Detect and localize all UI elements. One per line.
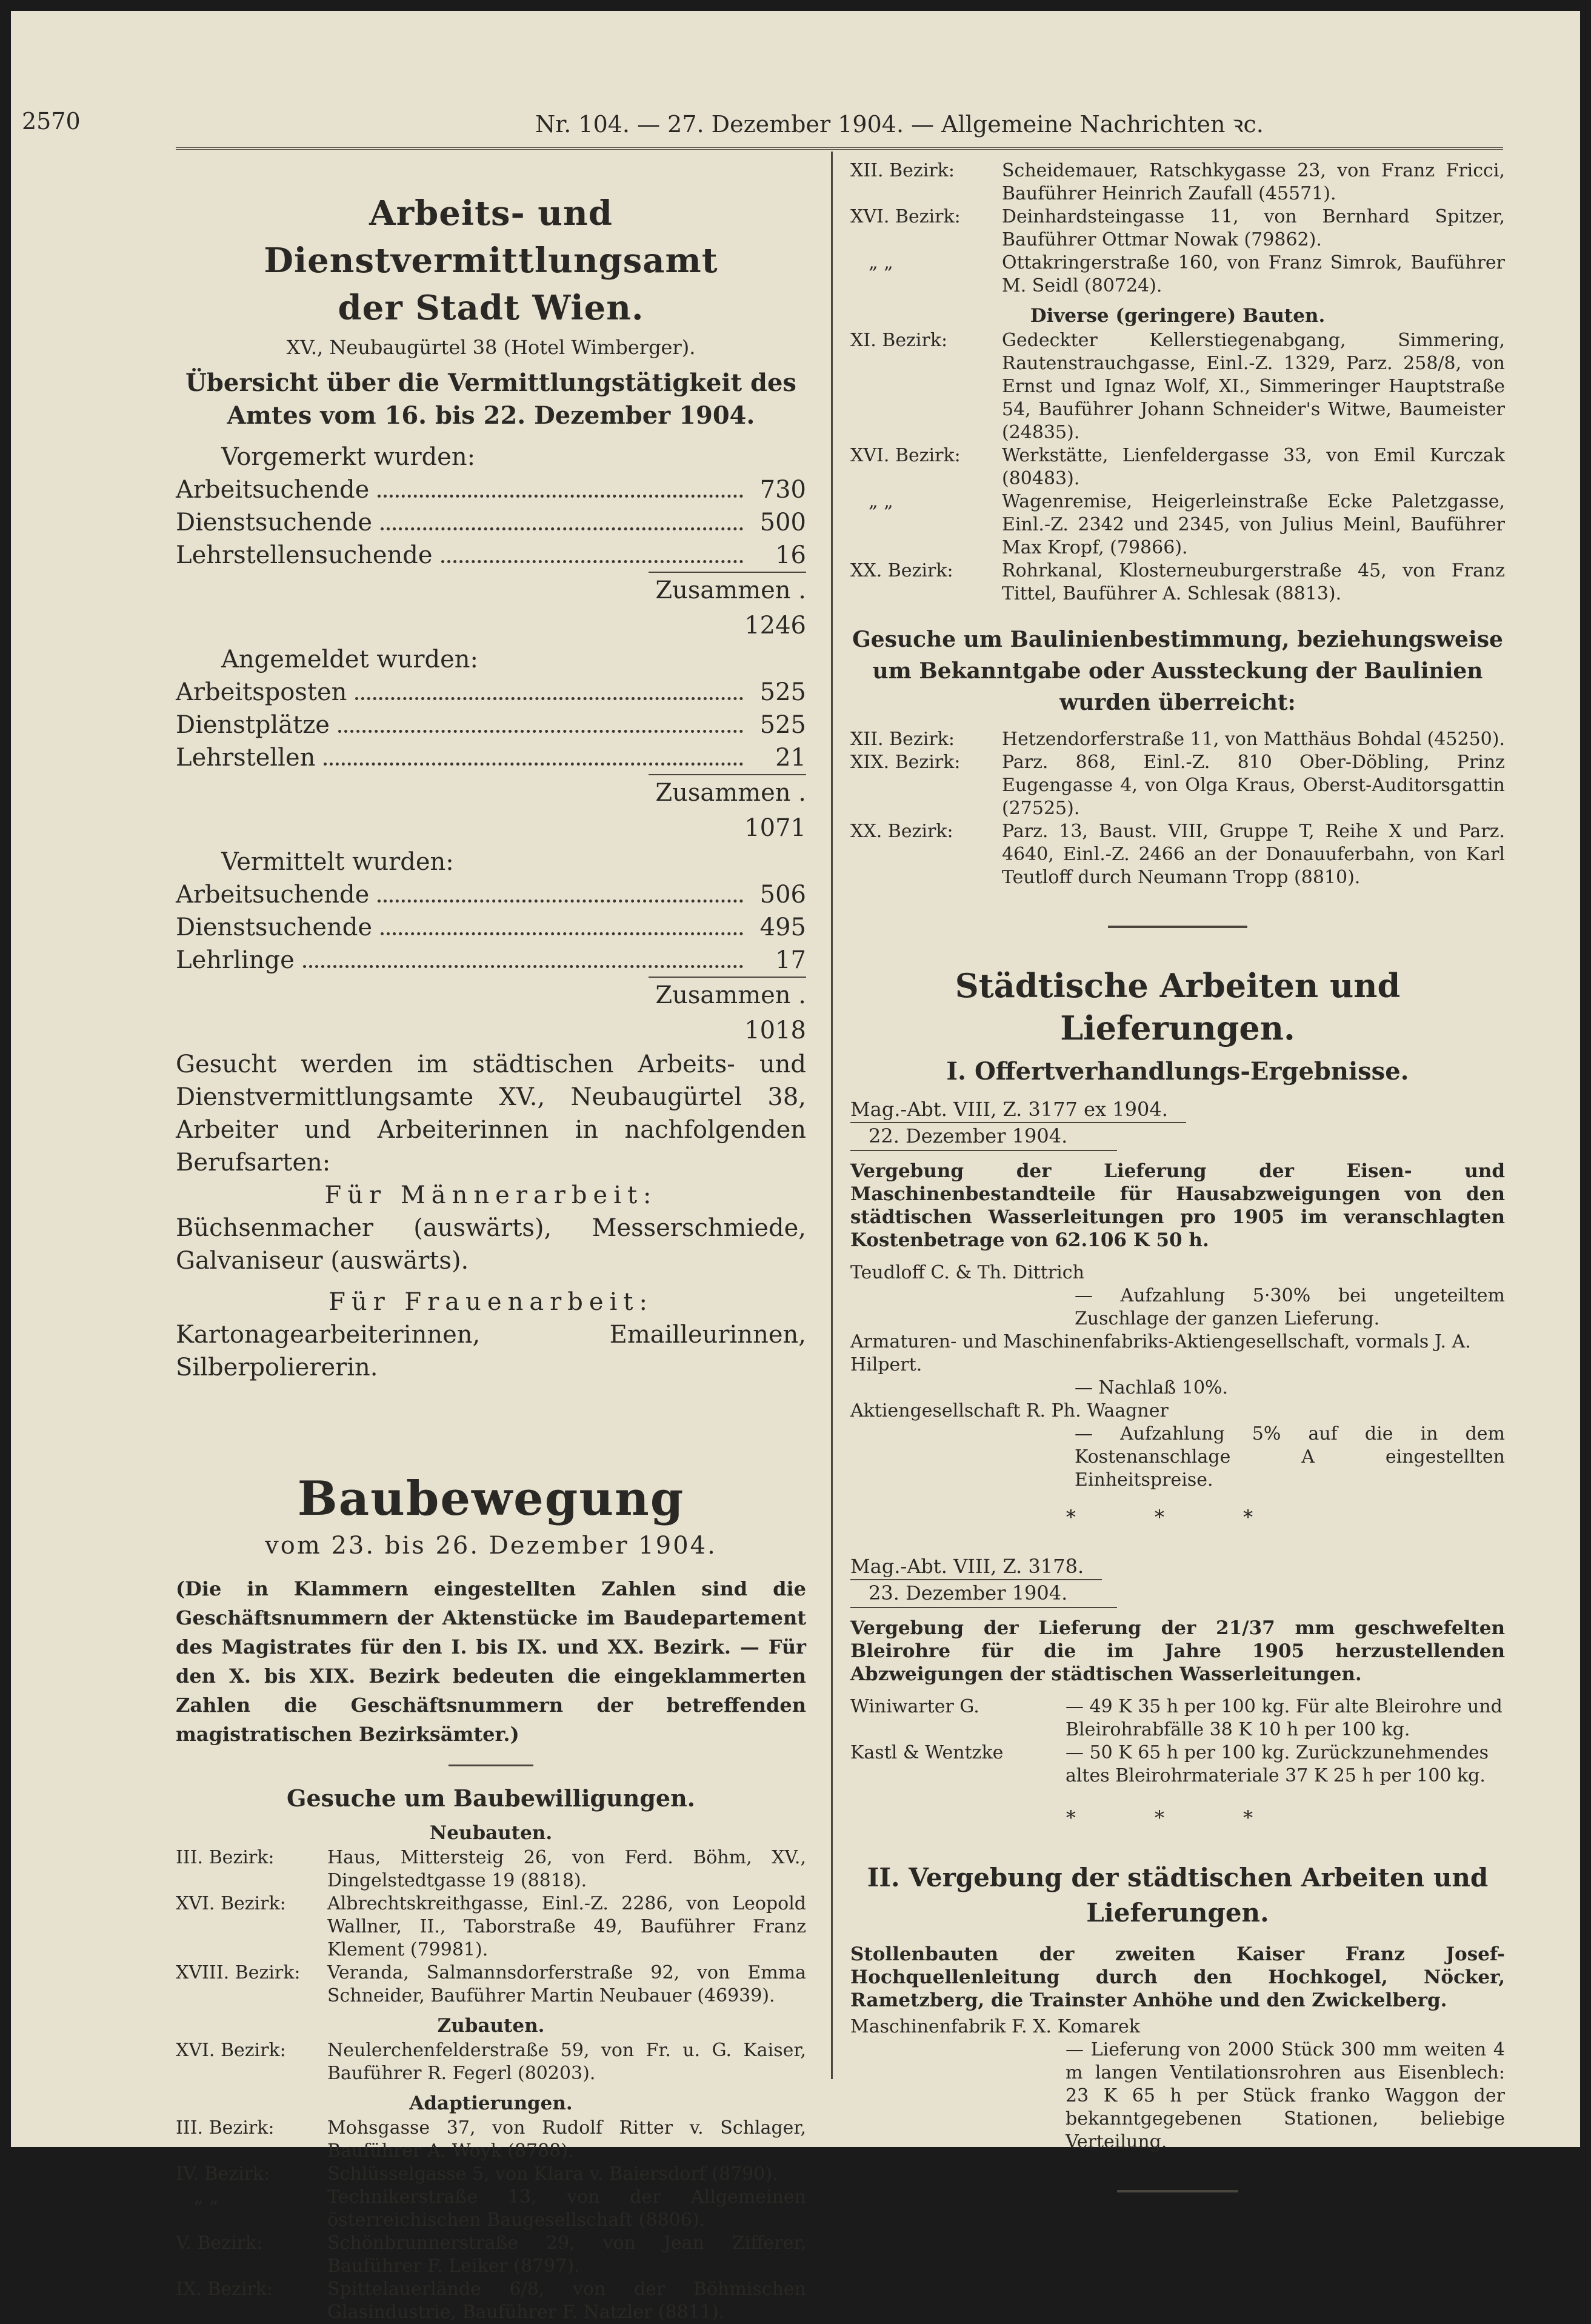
- district-label: „ „: [869, 491, 893, 512]
- district-label: III. Bezirk:: [176, 1847, 275, 1868]
- sought-paragraph: Gesucht werden im städtischen Arbeits- und Dienstvermittlungsamte XV., Neubaugürtel 38, Arbeiter und Arbeiterinnen in nachfolgenden Berufsarten:: [176, 1050, 806, 1177]
- stats-row: [176, 911, 806, 944]
- stats-row: [176, 539, 806, 572]
- district-label: XI. Bezirk:: [850, 330, 948, 351]
- award-title: II. Vergebung der städtischen Arbeiten und Lieferungen.: [867, 1863, 1489, 1928]
- mag1-number: Mag.-Abt. VIII, Z. 3177 ex 1904.: [850, 1097, 1186, 1123]
- men-heading: Für Männerarbeit:: [324, 1181, 658, 1209]
- mag2-reference: [850, 1554, 1505, 1580]
- district-label: IV. Bezirk:: [176, 2163, 270, 2185]
- stats-total: Zusammen . 1018: [649, 977, 806, 1048]
- permit-entry: [850, 205, 1505, 252]
- stats-value: 730: [759, 476, 806, 504]
- district-label: III. Bezirk:: [176, 2117, 275, 2139]
- district-label: XII. Bezirk:: [850, 160, 955, 181]
- mag1-date: 22. Dezember 1904.: [869, 1124, 1068, 1147]
- permit-entry: [850, 559, 1505, 606]
- district-label: V. Bezirk:: [176, 2232, 263, 2254]
- section-divider: [1108, 926, 1247, 928]
- permit-entry: [176, 2186, 806, 2232]
- stats-row: [176, 473, 806, 506]
- group-heading-neubauten: Neubauten.: [429, 1822, 553, 1844]
- office-title-1: Arbeits- und Dienstvermittlungsamt: [264, 193, 718, 281]
- stats-row: [176, 676, 806, 709]
- star-separator: * * *: [1066, 1506, 1290, 1529]
- entry-text: Neulerchenfelderstraße 59, von Fr. u. G. Kaiser, Bauführer R. Fegerl (80203).: [327, 2040, 806, 2084]
- bid-detail: — Aufzahlung 5·30% bei ungeteiltem Zuschlage der ganzen Lieferung.: [1075, 1285, 1505, 1329]
- entry-text: Ottakringerstraße 160, von Franz Simrok, Bauführer M. Seidl (80724).: [1002, 252, 1505, 296]
- bid-row: [850, 1741, 1505, 1788]
- stats-section-title: Vermittelt wurden:: [221, 848, 454, 876]
- women-text: Kartonagearbeiterinnen, Emailleurinnen, Silberpoliererin.: [176, 1321, 806, 1381]
- permit-entry: [176, 2039, 806, 2085]
- district-label: IX. Bezirk:: [176, 2279, 273, 2300]
- stats-row: [176, 944, 806, 977]
- entry-text: Hetzendorferstraße 11, von Matthäus Bohdal (45250).: [1002, 729, 1505, 750]
- bidder-name: Teudloff C. & Th. Dittrich: [850, 1262, 1084, 1283]
- column-divider: [831, 152, 833, 2079]
- date-rule: [850, 1607, 1117, 1608]
- bid-detail: — Aufzahlung 5% auf die in dem Kostenanschlage A eingestellten Einheitspreise.: [1075, 1423, 1505, 1491]
- stats-row: [176, 506, 806, 539]
- award-detail: — Lieferung von 2000 Stück 300 mm weiten 4 m langen Ventilationsrohren aus Eisenblech: 23 K 65 h per Stück franko Waggon der bekanntgegebenen Stationen, beliebige Verteilung.: [1066, 2039, 1505, 2152]
- district-label: „ „: [194, 2186, 219, 2208]
- entry-text: Schönbrunnerstraße 29, von Jean Zifferer, Bauführer F. Leiker (8797).: [327, 2232, 806, 2277]
- permit-entry: [176, 2117, 806, 2163]
- permit-entry: [850, 252, 1505, 298]
- left-column: [176, 159, 806, 2324]
- permit-entry: [850, 444, 1505, 490]
- stats-label: Lehrstellensuchende: [176, 541, 433, 569]
- bidder-name: Aktiengesellschaft R. Ph. Waagner: [850, 1400, 1169, 1421]
- entry-text: Albrechtskreithgasse, Einl.-Z. 2286, von Leopold Wallner, II., Taborstraße 49, Bauführer Franz Klement (79981).: [327, 1893, 806, 1960]
- permit-entry: [176, 1892, 806, 1962]
- newspaper-page: [11, 11, 1580, 2323]
- baulinien-list: [850, 728, 1505, 889]
- running-title: Nr. 104. — 27. Dezember 1904. — Allgemeine Nachrichten ꝛc.: [535, 111, 1264, 138]
- entry-text: Schlüsselgasse 5, von Klara v. Baiersdorf (8790).: [327, 2163, 778, 2185]
- permit-entry: [850, 329, 1505, 444]
- stats-label: Lehrlinge: [176, 946, 295, 974]
- stats-label: Arbeitsposten: [176, 678, 347, 706]
- stats-section-announced: [176, 643, 806, 846]
- mag1-subject: Vergebung der Lieferung der Eisen- und Maschinenbestandteile für Hausabzweigungen von den städtischen Wasserleitungen pro 1905 im veranschlagten Kostenbetrage von 62.106 K 50 h.: [850, 1160, 1505, 1251]
- group-heading-adaptierungen: Adaptierungen.: [409, 2092, 573, 2114]
- stats-value: 506: [759, 881, 806, 909]
- district-label: XVIII. Bezirk:: [176, 1962, 301, 1983]
- entry-text: Gedeckter Kellerstiegenabgang, Simmering, Rautenstrauchgasse, Einl.-Z. 1329, Parz. 258/8, von Ernst und Ignaz Wolf, XI., Simmeringer Hauptstraße 54, Bauführer Johann Schneider's Witwe, Baumeister (24835).: [1002, 330, 1505, 443]
- permit-entry: [176, 1846, 806, 1892]
- stats-total: Zusammen . 1246: [649, 572, 806, 643]
- permit-entry: [176, 2163, 806, 2186]
- permit-entry: [850, 159, 1505, 205]
- district-label: XVI. Bezirk:: [850, 206, 961, 227]
- mag1-reference: [850, 1097, 1505, 1123]
- permits-heading: Gesuche um Baubewilligungen.: [287, 1785, 695, 1812]
- baubewegung-title: Baubewegung: [297, 1471, 685, 1526]
- district-label: XVI. Bezirk:: [176, 2040, 286, 2061]
- entry-text: Wagenremise, Heigerleinstraße Ecke Paletzgasse, Einl.-Z. 2342 und 2345, von Julius Meinl, Bauführer Max Kropf, (79866).: [1002, 491, 1505, 558]
- stats-row: [176, 878, 806, 911]
- stats-row: [176, 741, 806, 774]
- stats-section-registered: [176, 441, 806, 643]
- office-title-2: der Stadt Wien.: [338, 288, 644, 328]
- stats-label: Arbeitsuchende: [176, 476, 370, 504]
- permit-entry: [850, 490, 1505, 559]
- section-divider: [449, 1765, 533, 1766]
- stats-value: 17: [775, 946, 806, 974]
- entry-text: Parz. 868, Einl.-Z. 810 Ober-Döbling, Prinz Eugengasse 4, von Olga Kraus, Oberst-Auditorsgattin (27525).: [1002, 752, 1505, 819]
- stats-value: 500: [759, 509, 806, 536]
- stats-label: Dienstsuchende: [176, 913, 373, 941]
- baubewegung-date: vom 23. bis 26. Dezember 1904.: [265, 1532, 717, 1560]
- stats-row: [176, 709, 806, 741]
- bids2-list: [850, 1695, 1505, 1788]
- permit-entry: [850, 751, 1505, 820]
- stats-value: 21: [775, 744, 806, 772]
- stats-label: Arbeitsuchende: [176, 881, 370, 909]
- district-label: XIX. Bezirk:: [850, 752, 961, 773]
- bidder-name: Kastl & Wentzke: [850, 1742, 1004, 1763]
- district-label: XVI. Bezirk:: [850, 445, 961, 466]
- stats-section-title: Angemeldet wurden:: [221, 646, 479, 673]
- entry-text: Scheidemauer, Ratschkygasse 23, von Franz Fricci, Bauführer Heinrich Zaufall (45571).: [1002, 160, 1505, 204]
- works-title: Städtische Arbeiten und Lieferungen.: [955, 966, 1401, 1047]
- stats-value: 525: [759, 678, 806, 706]
- stats-section-placed: [176, 846, 806, 1048]
- offer-title: I. Offertverhandlungs-Ergebnisse.: [946, 1057, 1409, 1086]
- stats-value: 16: [775, 541, 806, 569]
- permit-entry: [850, 820, 1505, 889]
- right-column: [850, 159, 1505, 2223]
- star-separator: * * *: [1066, 1806, 1290, 1829]
- bid-row: [850, 1695, 1505, 1741]
- entry-text: Werkstätte, Lienfeldergasse 33, von Emil Kurczak (80483).: [1002, 445, 1505, 489]
- entry-text: Haus, Mittersteig 26, von Ferd. Böhm, XV., Dingelstedtgasse 19 (8818).: [327, 1847, 806, 1891]
- entry-text: Rohrkanal, Klosterneuburgerstraße 45, von Franz Tittel, Bauführer A. Schlesak (8813).: [1002, 560, 1505, 604]
- district-label: XVI. Bezirk:: [176, 1893, 286, 1914]
- bidder-name: Armaturen- und Maschinenfabriks-Aktiengesellschaft, vormals J. A. Hilpert.: [850, 1331, 1471, 1375]
- header-rule: [176, 147, 1503, 150]
- bidder-name: Winiwarter G.: [850, 1696, 979, 1717]
- stats-label: Dienstsuchende: [176, 509, 373, 536]
- entry-text: Deinhardsteingasse 11, von Bernhard Spitzer, Bauführer Ottmar Nowak (79862).: [1002, 206, 1505, 250]
- permit-entry: [176, 1962, 806, 2008]
- group-heading-zubauten: Zubauten.: [437, 2015, 545, 2037]
- permit-entry: [176, 2278, 806, 2324]
- permit-entry: [176, 2232, 806, 2278]
- bids1-list: [850, 1261, 1505, 1492]
- permit-entry: [850, 728, 1505, 751]
- overview-heading: Übersicht über die Vermittlungstätigkeit des Amtes vom 16. bis 22. Dezember 1904.: [185, 369, 796, 430]
- women-heading: Für Frauenarbeit:: [329, 1288, 653, 1316]
- mag2-number: Mag.-Abt. VIII, Z. 3178.: [850, 1554, 1102, 1580]
- award-firm: Maschinenfabrik F. X. Komarek: [850, 2016, 1140, 2037]
- entry-text: Veranda, Salmannsdorferstraße 92, von Emma Schneider, Bauführer Martin Neubauer (46939).: [327, 1962, 806, 2006]
- stats-value: 525: [759, 711, 806, 739]
- bid-detail: — 50 K 65 h per 100 kg. Zurückzunehmendes altes Bleirohrmateriale 37 K 25 h per 100 kg.: [1066, 1742, 1489, 1786]
- page-number: 2570: [22, 108, 81, 135]
- entry-text: Spittelauerlände 6/8, von der Böhmischen Glasindustrie, Bauführer F. Natzler (8811).: [327, 2279, 806, 2323]
- district-label: XII. Bezirk:: [850, 729, 955, 750]
- stats-section-title: Vorgemerkt wurden:: [221, 443, 476, 471]
- district-label: XX. Bezirk:: [850, 821, 953, 842]
- entry-text: Technikerstraße 13, von der Allgemeinen österreichischen Baugesellschaft (8806).: [327, 2186, 806, 2231]
- bid-detail: — 49 K 35 h per 100 kg. Für alte Bleirohre und Bleirohrabfälle 38 K 10 h per 100 kg.: [1066, 1696, 1503, 1740]
- stats-value: 495: [759, 913, 806, 941]
- stats-label: Lehrstellen: [176, 744, 316, 772]
- district-label: „ „: [869, 252, 893, 273]
- men-text: Büchsenmacher (auswärts), Messerschmiede, Galvaniseur (auswärts).: [176, 1214, 806, 1275]
- baulinien-heading: Gesuche um Baulinienbestimmung, beziehungsweise um Bekanntgabe oder Aussteckung der Baulinien wurden überreicht:: [852, 627, 1503, 715]
- stats-total: Zusammen . 1071: [649, 774, 806, 846]
- baubewegung-note: (Die in Klammern eingestellten Zahlen sind die Geschäftsnummern der Aktenstücke im Baudepartement des Magistrates für den I. bis IX. und XX. Bezirk. — Für den X. bis XIX. Bezirk bedeuten die eingeklammerten Zahlen die Geschäftsnummern der betreffenden magistratischen Bezirksämter.): [176, 1577, 806, 1746]
- section-divider: [1117, 2190, 1238, 2192]
- stats-label: Dienstplätze: [176, 711, 330, 739]
- bid-detail: — Nachlaß 10%.: [1075, 1377, 1229, 1398]
- mag2-subject: Vergebung der Lieferung der 21/37 mm geschwefelten Bleirohre für die im Jahre 1905 herzustellenden Abzweigungen der städtischen Wasserleitungen.: [850, 1617, 1505, 1685]
- entry-text: Mohsgasse 37, von Rudolf Ritter v. Schlager, Bauführer A. Woyk (8788).: [327, 2117, 806, 2162]
- office-address: XV., Neubaugürtel 38 (Hotel Wimberger).: [286, 336, 696, 359]
- award-text: Stollenbauten der zweiten Kaiser Franz Josef-Hochquellenleitung durch den Hochkogel, Nöcker, Rametzberg, die Trainster Anhöhe und den Zwickelberg.: [850, 1943, 1505, 2011]
- entry-text: Parz. 13, Baust. VIII, Gruppe T, Reihe X und Parz. 4640, Einl.-Z. 2466 an der Donauuferbahn, von Karl Teutloff durch Neumann Tropp (8810).: [1002, 821, 1505, 888]
- date-rule: [850, 1150, 1117, 1151]
- mag2-date: 23. Dezember 1904.: [869, 1581, 1068, 1604]
- district-label: XX. Bezirk:: [850, 560, 953, 581]
- diverse-heading: Diverse (geringere) Bauten.: [1030, 305, 1326, 327]
